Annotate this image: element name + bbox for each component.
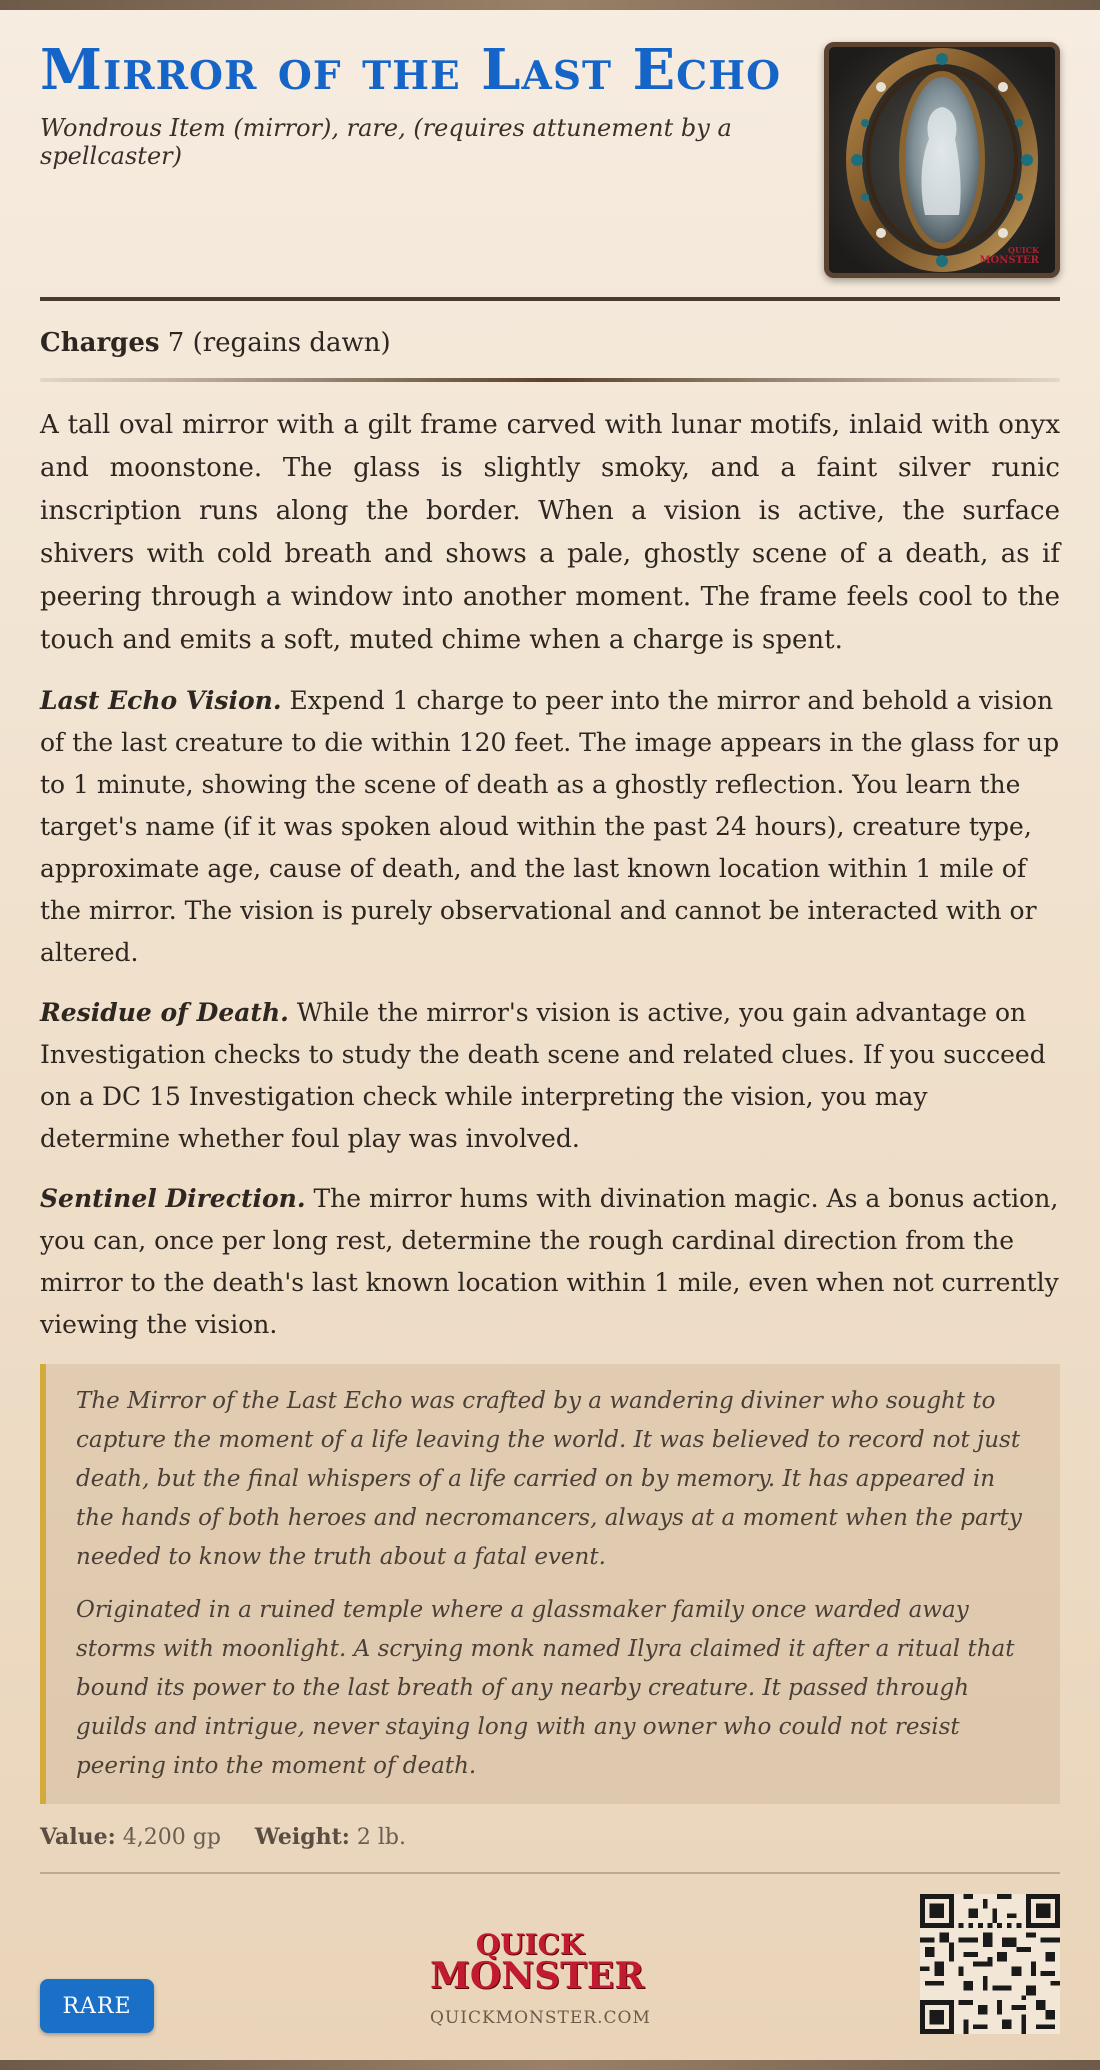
lore-block bbox=[40, 1364, 1060, 1804]
item-title: Mirror of the Last Echo bbox=[40, 37, 782, 103]
item-description: A tall oval mirror with a gilt frame carved with lunar motifs, inlaid with onyx and moonstone. The glass is slightly smoky, and a faint silver runic inscription runs along the border. When a vision is active, the surface shivers with cold breath and shows a pale, ghostly scene of a death, as if peering through a window into another moment. The frame feels cool to the touch and emits a soft, muted chime when a charge is spent. bbox=[40, 410, 1060, 655]
portrait-watermark-line1: QUICK bbox=[1007, 245, 1039, 255]
top-border bbox=[0, 0, 1100, 10]
feature-name: Last Echo Vision. bbox=[40, 686, 282, 715]
logo-line2: MONSTER bbox=[430, 1955, 645, 1997]
card-header bbox=[40, 10, 1060, 300]
bottom-border bbox=[0, 2060, 1100, 2070]
rarity-button[interactable]: RARE bbox=[40, 1979, 154, 2033]
value-label: Value: bbox=[40, 1824, 116, 1850]
quickmonster-logo[interactable] bbox=[430, 1928, 651, 2028]
feature-name: Sentinel Direction. bbox=[40, 1184, 306, 1213]
feature-text: Expend 1 charge to peer into the mirror and behold a vision of the last creature to die within 120 feet. The image appears in the glass for up to 1 minute, showing the scene of death as a ghostly reflection. You learn the target's name (if it was spoken aloud within the past 24 hours), creature type, approximate age, cause of death, and the last known location within 1 mile of the mirror. The vision is purely observational and cannot be interacted with or altered. bbox=[40, 686, 1060, 967]
weight-amount: 2 lb. bbox=[356, 1825, 406, 1850]
weight-label: Weight: bbox=[254, 1824, 350, 1850]
header-divider bbox=[40, 297, 1060, 301]
lore-paragraph: Originated in a ruined temple where a glassmaker family once warded away storms with moonlight. A scrying monk named Ilyra claimed it after a ritual that bound its power to the last breath of any nearby creature. It passed through guilds and intrigue, never staying long with any owner who could not resist peering into the moment of death. bbox=[76, 1597, 1015, 1779]
portrait-watermark-line2: MONSTER bbox=[979, 255, 1039, 266]
charges-value: 7 (regains dawn) bbox=[167, 328, 391, 358]
feature-residue-of-death bbox=[40, 992, 1060, 1160]
card-footer bbox=[40, 1874, 1060, 2044]
value-amount: 4,200 gp bbox=[122, 1825, 221, 1850]
section-divider bbox=[40, 378, 1060, 382]
item-subtitle: Wondrous Item (mirror), rare, (requires attunement by a spellcaster) bbox=[40, 114, 732, 170]
site-link[interactable]: QUICKMONSTER.COM bbox=[430, 2008, 651, 2028]
item-portrait bbox=[824, 42, 1060, 278]
feature-text: While the mirror's vision is active, you gain advantage on Investigation checks to study the death scene and related clues. If you succeed on a DC 15 Investigation check while interpreting the vision, you may determine whether foul play was involved. bbox=[40, 998, 1046, 1153]
qr-code[interactable] bbox=[920, 1894, 1060, 2034]
item-meta bbox=[40, 1824, 1060, 1850]
feature-name: Residue of Death. bbox=[40, 998, 289, 1027]
mirror-illustration bbox=[829, 47, 1055, 273]
feature-text: The mirror hums with divination magic. As a bonus action, you can, once per long rest, determine the rough cardinal direction from the mirror to the death's last known location within 1 mile, even when not currently viewing the vision. bbox=[40, 1184, 1059, 1339]
charges-line bbox=[40, 328, 1060, 358]
lore-paragraph: The Mirror of the Last Echo was crafted by a wandering diviner who sought to capture the moment of a life leaving the world. It was believed to record not just death, but the final whispers of a life carried on by memory. It has appeared in the hands of both heroes and necromancers, always at a moment when the party needed to know the truth about a fatal event. bbox=[76, 1388, 1022, 1570]
feature-last-echo-vision bbox=[40, 680, 1060, 974]
logo-line1: QUICK bbox=[475, 1928, 585, 1961]
charges-label: Charges bbox=[40, 328, 160, 358]
item-card bbox=[40, 10, 1060, 2044]
feature-sentinel-direction bbox=[40, 1178, 1060, 1346]
